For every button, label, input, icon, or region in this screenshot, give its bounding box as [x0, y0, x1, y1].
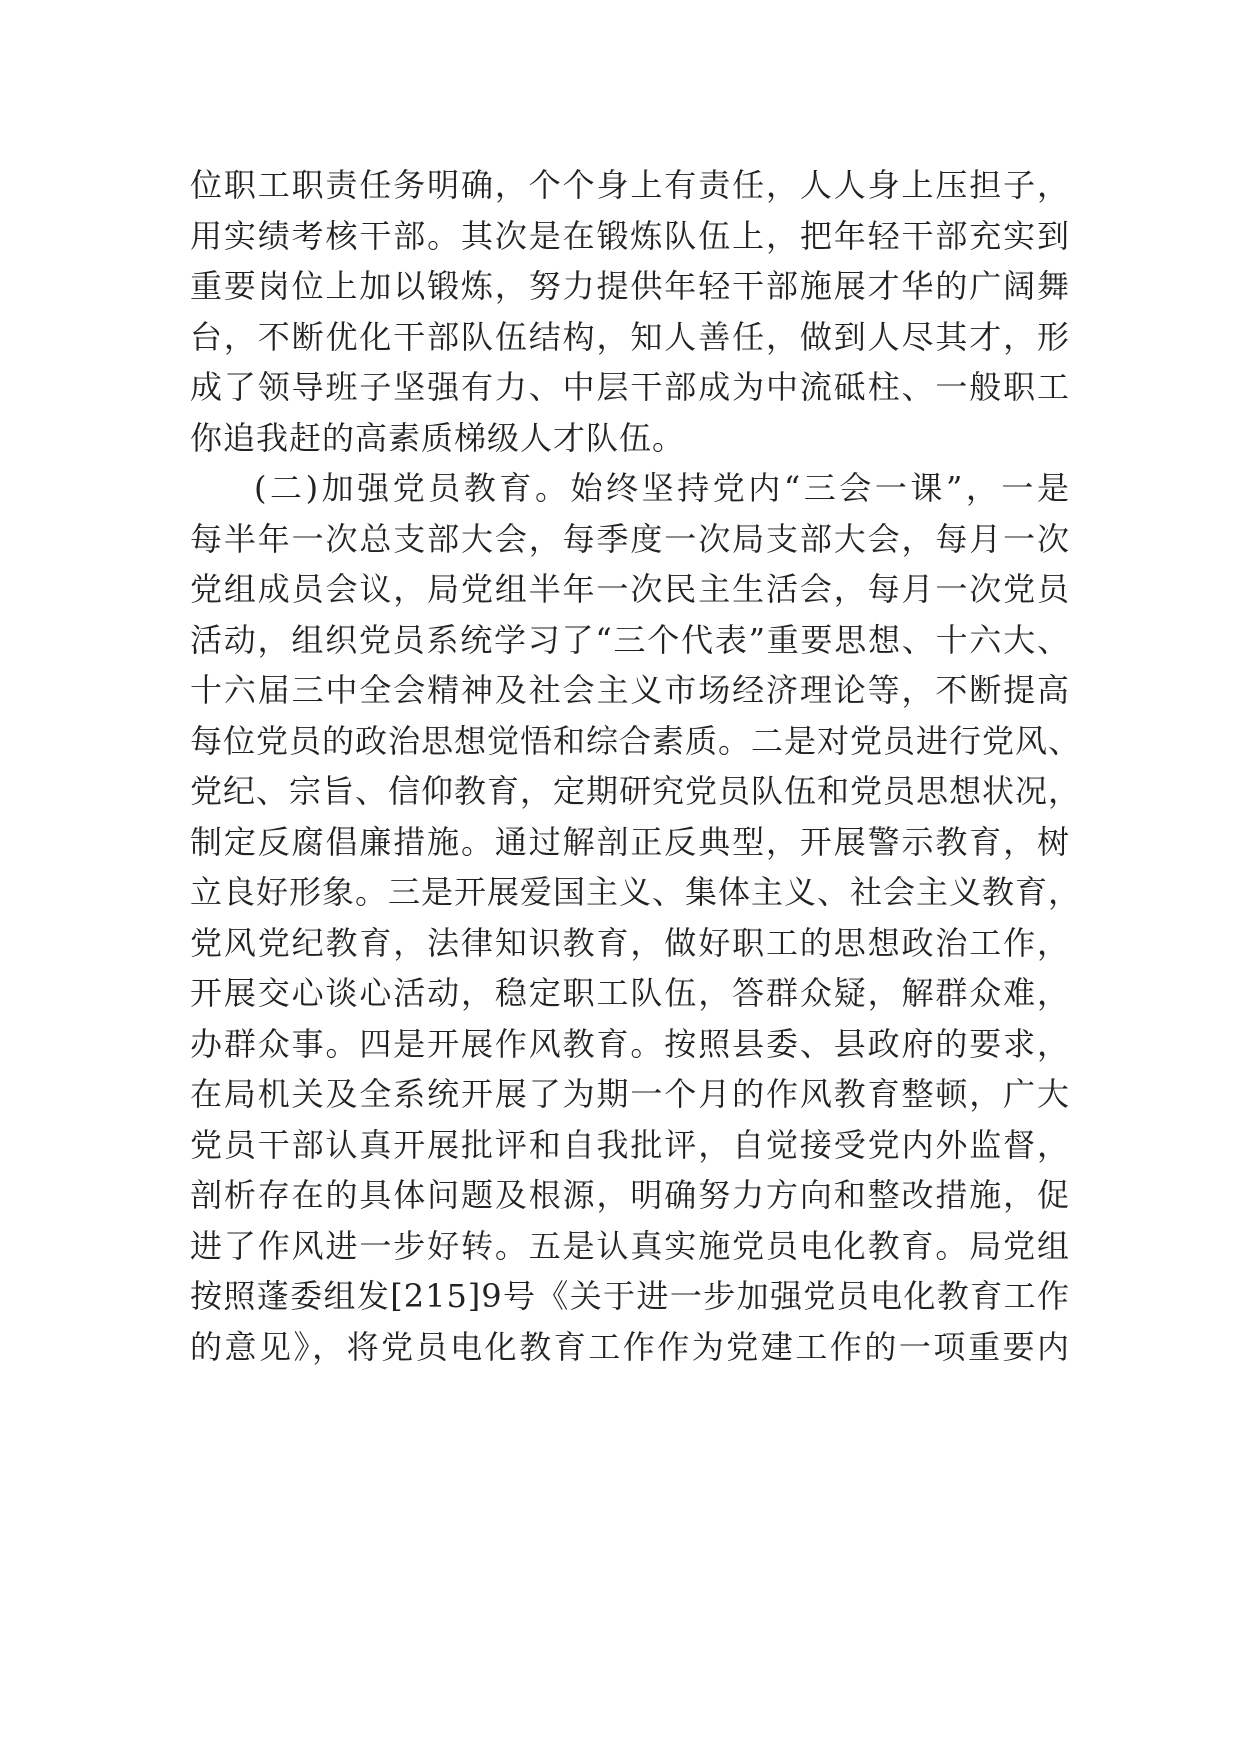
text-line: 用实绩考核干部。其次是在锻炼队伍上，把年轻干部充实到	[190, 216, 1070, 255]
text-line: 你追我赶的高素质梯级人才队伍。	[190, 418, 686, 457]
text-line: 每半年一次总支部大会，每季度一次局支部大会，每月一次	[190, 519, 1070, 558]
text-line: 按照蓬委组发[215]9号《关于进一步加强党员电化教育工作	[190, 1277, 1070, 1315]
text-line: 成了领导班子坚强有力、中层干部成为中流砥柱、一般职工	[190, 368, 1070, 406]
paragraph-2	[190, 463, 1082, 1372]
text-line: 党组成员会议，局党组半年一次民主生活会，每月一次党员	[190, 570, 1070, 608]
text-line: 十六届三中全会精神及社会主义市场经济理论等，不断提高	[190, 671, 1070, 709]
text-line: 制定反腐倡廉措施。通过解剖正反典型，开展警示教育，树	[190, 822, 1070, 861]
text-line: 重要岗位上加以锻炼，努力提供年轻干部施展才华的广阔舞	[190, 267, 1070, 305]
text-line: 的意见》，将党员电化教育工作作为党建工作的一项重要内	[190, 1327, 1070, 1366]
text-line: 党员干部认真开展批评和自我批评，自觉接受党内外监督，	[190, 1125, 1070, 1164]
text-line: 在局机关及全系统开展了为期一个月的作风教育整顿，广大	[190, 1075, 1070, 1113]
text-line: 位职工职责任务明确，个个身上有责任，人人身上压担子，	[190, 166, 1070, 204]
text-line: 每位党员的政治思想觉悟和综合素质。二是对党员进行党风、	[190, 721, 1082, 760]
text-line: 剖析存在的具体问题及根源，明确努力方向和整改措施，促	[190, 1176, 1070, 1214]
text-line: 进了作风进一步好转。五是认真实施党员电化教育。局党组	[190, 1226, 1070, 1265]
text-line: (二)加强党员教育。始终坚持党内“三会一课”，一是	[254, 469, 1070, 507]
text-line: 开展交心谈心活动，稳定职工队伍，答群众疑，解群众难，	[190, 974, 1070, 1012]
paragraph-1	[190, 160, 1070, 463]
document-body	[190, 160, 1082, 1372]
text-line: 台，不断优化干部队伍结构，知人善任，做到人尽其才，形	[190, 317, 1070, 356]
text-line: 立良好形象。三是开展爱国主义、集体主义、社会主义教育，	[190, 873, 1082, 911]
text-line: 活动，组织党员系统学习了“三个代表”重要思想、十六大、	[190, 620, 1070, 659]
text-line: 党风党纪教育，法律知识教育，做好职工的思想政治工作，	[190, 923, 1070, 962]
text-line: 办群众事。四是开展作风教育。按照县委、县政府的要求，	[190, 1024, 1070, 1063]
text-line: 党纪、宗旨、信仰教育，定期研究党员队伍和党员思想状况，	[190, 772, 1082, 810]
